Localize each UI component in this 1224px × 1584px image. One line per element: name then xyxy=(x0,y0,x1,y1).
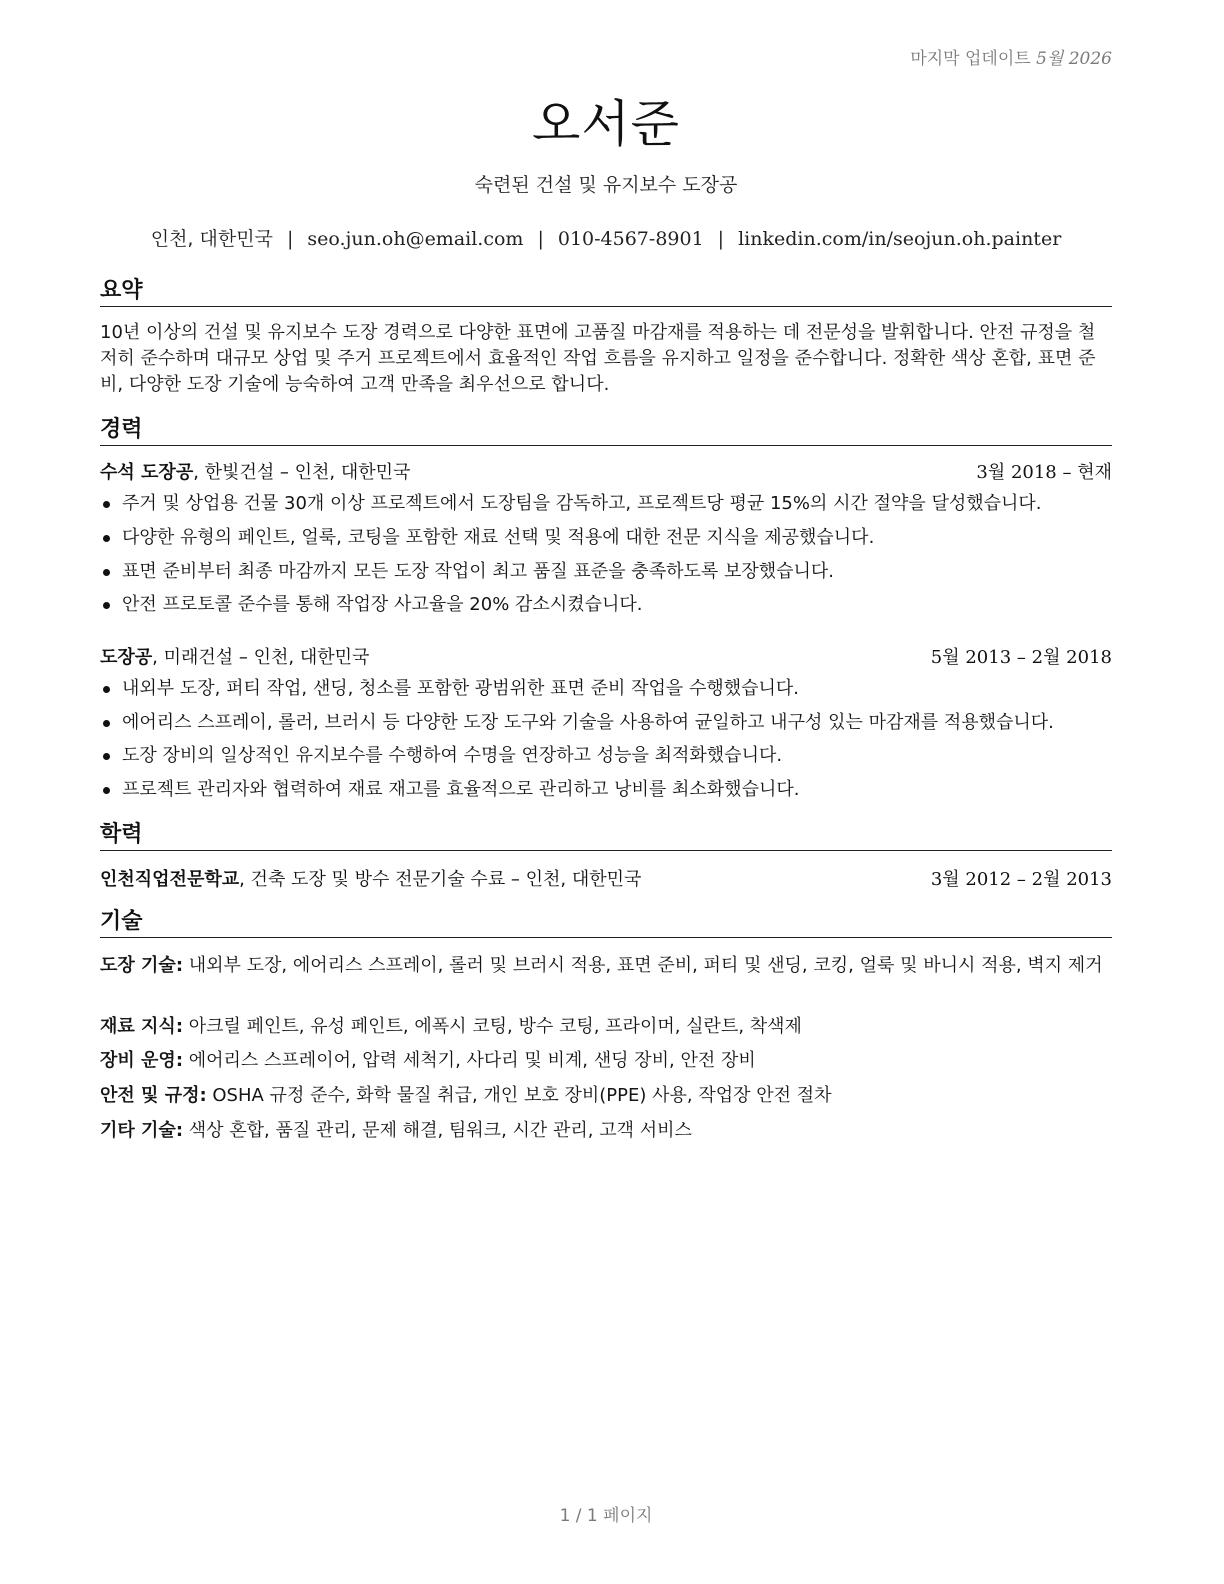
section-title-skills: 기술 xyxy=(100,908,1112,938)
job-date-end: 현재 xyxy=(1077,462,1112,483)
candidate-name: 오서준 xyxy=(532,95,680,153)
summary-text: 10년 이상의 건설 및 유지보수 도장 경력으로 다양한 표면에 고품질 마감재를 적용하는 데 전문성을 발휘합니다. 안전 규정을 철저히 준수하며 대규모 상업 및 주거 프로젝트에서 효율적인 작업 흐름을 유지하고 일정을 준수합니다. 정확한 색상 혼합, 표면 준비, 다양한 도장 기술에 능숙하여 고객 만족을 최우선으로 합니다. xyxy=(100,322,1096,395)
page-number-label: 페이지 xyxy=(597,1506,653,1526)
job-bullet: 다양한 유형의 페인트, 얼룩, 코팅을 포함한 재료 선택 및 적용에 대한 전문 지식을 제공했습니다. xyxy=(100,524,1112,552)
skill-item xyxy=(100,1048,1112,1074)
resume-page xyxy=(100,0,1112,1584)
skill-value: 색상 혼합, 품질 관리, 문제 해결, 팀워크, 시간 관리, 고객 서비스 xyxy=(183,1120,692,1141)
job-role: 수석 도장공 xyxy=(100,462,194,483)
contact-separator: | xyxy=(537,228,544,250)
job-date-start: 3월 2018 – xyxy=(976,462,1078,483)
skill-item xyxy=(100,1083,1112,1109)
job-bullet: 주거 및 상업용 건물 30개 이상 프로젝트에서 도장팀을 감독하고, 프로젝트당 평균 15%의 시간 절약을 달성했습니다. xyxy=(100,490,1112,518)
skill-value: 내외부 도장, 에어리스 스프레이, 롤러 및 브러시 적용, 표면 준비, 퍼티 및 샌딩, 코킹, 얼룩 및 바니시 적용, 벽지 제거 xyxy=(183,955,1103,976)
last-updated-label: 마지막 업데이트 xyxy=(910,49,1031,69)
job-bullet: 표면 준비부터 최종 마감까지 모든 도장 작업이 최고 품질 표준을 충족하도록 보장했습니다. xyxy=(100,558,1112,586)
skill-item xyxy=(100,953,1112,979)
section-title-experience: 경력 xyxy=(100,416,1112,446)
last-updated-date: 5월 2026 xyxy=(1036,49,1112,69)
contact-linkedin[interactable]: linkedin.com/in/seojun.oh.painter xyxy=(738,228,1062,250)
section-title-education: 학력 xyxy=(100,821,1112,851)
education-row xyxy=(100,866,1112,894)
contact-separator: | xyxy=(717,228,725,250)
contact-phone[interactable]: 010-4567-8901 xyxy=(557,228,704,250)
job-bullet: 안전 프로토콜 준수를 통해 작업장 사고율을 20% 감소시켰습니다. xyxy=(100,591,1112,619)
skill-item xyxy=(100,1014,1112,1040)
education-school-detail xyxy=(100,866,641,894)
job-header xyxy=(100,459,1112,487)
page-footer xyxy=(100,1501,1112,1526)
skill-label: 기타 기술: xyxy=(100,1120,184,1141)
contact-email[interactable]: seo.jun.oh@email.com xyxy=(307,228,524,250)
job-date-end: 2월 2018 xyxy=(1031,647,1112,668)
skill-label: 장비 운영: xyxy=(100,1050,184,1071)
job-role-company xyxy=(100,644,369,672)
job-role-company xyxy=(100,459,410,487)
education-date: 3월 2012 – 2월 2013 xyxy=(930,869,1112,890)
contact-location: 인천, 대한민국 xyxy=(150,228,273,250)
skill-value: OSHA 규정 준수, 화학 물질 취급, 개인 보호 장비(PPE) 사용, 작업장 안전 절차 xyxy=(206,1085,832,1106)
job-date xyxy=(976,459,1112,487)
job-date xyxy=(931,644,1112,672)
job-bullet: 내외부 도장, 퍼티 작업, 샌딩, 청소를 포함한 광범위한 표면 준비 작업을 수행했습니다. xyxy=(100,675,1112,703)
section-title-summary: 요약 xyxy=(100,277,1112,307)
job-company: , 한빛건설 – 인천, 대한민국 xyxy=(193,462,411,483)
job-bullet: 도장 장비의 일상적인 유지보수를 수행하여 수명을 연장하고 성능을 최적화했습니다. xyxy=(100,742,1112,770)
job-bullet: 프로젝트 관리자와 협력하여 재료 재고를 효율적으로 관리하고 낭비를 최소화했습니다. xyxy=(100,776,1112,804)
job-date-start: 5월 2013 – xyxy=(930,647,1032,668)
job-role: 도장공 xyxy=(100,647,153,668)
job-bullet: 에어리스 스프레이, 롤러, 브러시 등 다양한 도장 도구와 기술을 사용하여 균일하고 내구성 있는 마감재를 적용했습니다. xyxy=(100,709,1112,737)
page-number: 1 / 1 xyxy=(559,1506,598,1526)
contact-line xyxy=(100,224,1112,251)
skill-label: 안전 및 규정: xyxy=(100,1085,207,1106)
education-school: 인천직업전문학교 xyxy=(100,869,240,890)
candidate-headline: 숙련된 건설 및 유지보수 도장공 xyxy=(474,174,738,196)
job-header xyxy=(100,644,1112,672)
skill-value: 아크릴 페인트, 유성 페인트, 에폭시 코팅, 방수 코팅, 프라이머, 실란트, 착색제 xyxy=(183,1016,802,1037)
contact-separator: | xyxy=(286,228,294,250)
education-detail: , 건축 도장 및 방수 전문기술 수료 – 인천, 대한민국 xyxy=(239,869,642,890)
skill-label: 재료 지식: xyxy=(100,1016,184,1037)
skill-value: 에어리스 스프레이어, 압력 세척기, 사다리 및 비계, 샌딩 장비, 안전 장비 xyxy=(183,1050,756,1071)
last-updated xyxy=(910,44,1112,69)
skill-item xyxy=(100,1118,1112,1144)
skill-label: 도장 기술: xyxy=(100,955,184,976)
job-company: , 미래건설 – 인천, 대한민국 xyxy=(152,647,370,668)
